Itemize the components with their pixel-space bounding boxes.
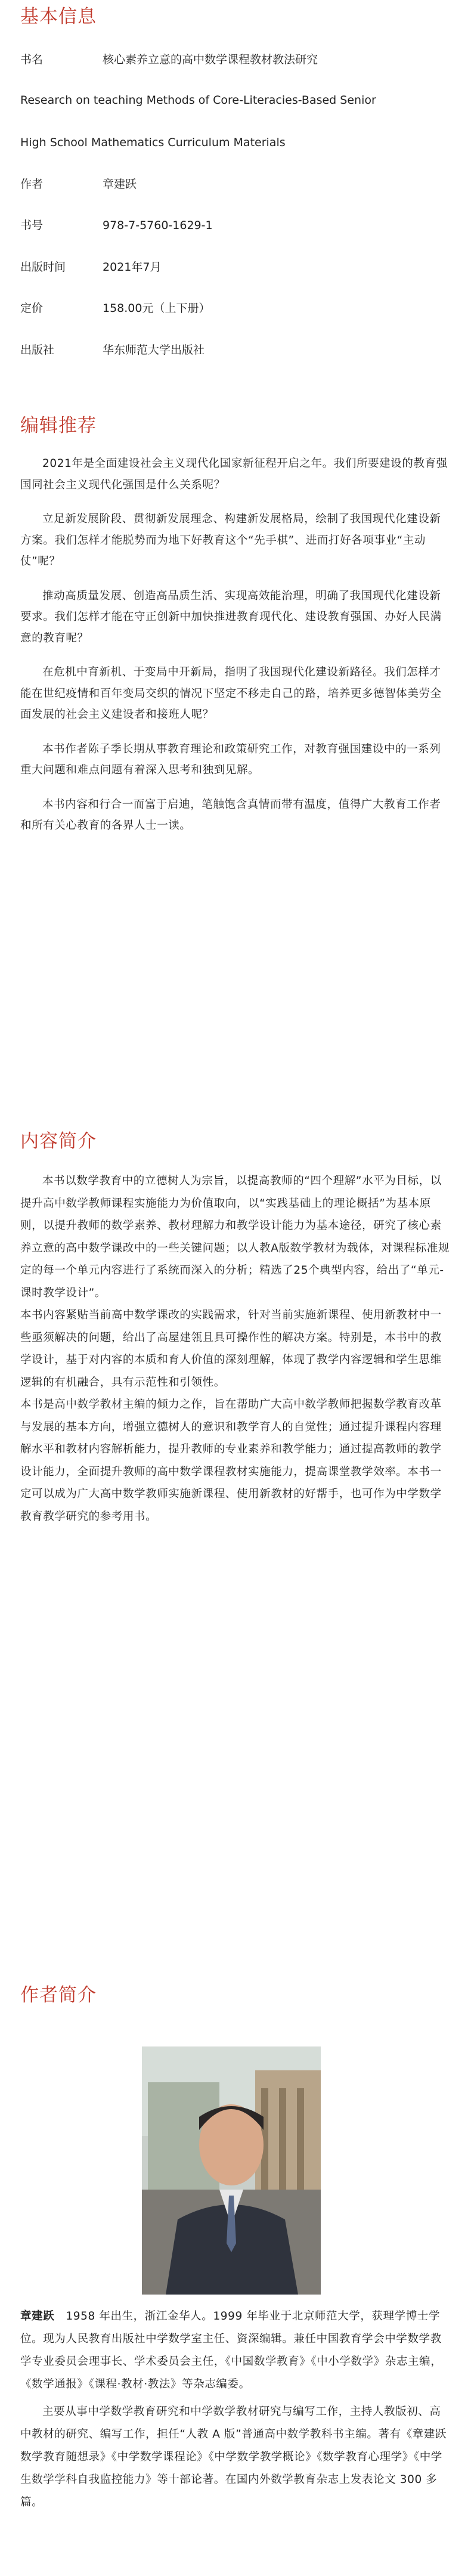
editor-recommendation-body (20, 453, 451, 837)
author-name: 章建跃 (20, 2310, 55, 2323)
info-row-isbn (20, 217, 213, 234)
english-title-line-2: High School Mathematics Curriculum Materials (20, 136, 286, 149)
info-row-price (20, 300, 210, 317)
section-title-editor-recommendation: 编辑推荐 (20, 415, 97, 436)
author-intro-body (20, 2305, 451, 2514)
paragraph: 本书内容和行合一而富于启迪，笔触饱含真情而带有温度，值得广大教育工作者和所有关心教育的各界人士一读。 (20, 798, 441, 832)
info-label: 作者 (20, 178, 44, 191)
info-label: 出版社 (20, 343, 55, 357)
section-title-content-intro: 内容简介 (20, 1131, 97, 1152)
info-row-publisher (20, 342, 204, 358)
info-row-book-title (20, 51, 318, 68)
author-photo (142, 2046, 321, 2295)
info-value: 章建跃 (103, 178, 137, 191)
info-row-author (20, 176, 137, 193)
paragraph: 2021年是全面建设社会主义现代化国家新征程开启之年。我们所要建设的教育强国同社会主义现代化强国是什么关系呢？ (20, 457, 448, 491)
paragraph: 立足新发展阶段、贯彻新发展理念、构建新发展格局，绘制了我国现代化建设新方案。我们怎样才能脱势而为地下好教育这个“先手棋”、进而打好各项事业“主动仗”呢？ (20, 513, 441, 568)
section-title-author-intro: 作者简介 (20, 1984, 97, 2006)
author-bio-first (20, 2305, 451, 2396)
section-title-basic-info: 基本信息 (20, 6, 97, 27)
paragraph: 本书是高中数学教材主编的倾力之作，旨在帮助广大高中数学教师把握数学教育改革与发展的基本方向，增强立德树人的意识和教学育人的自觉性；通过提升课程内容理解水平和教材内容解析能力，提升教师的专业素养和教学能力；通过提高教师的教学设计能力，全面提升教师的高中数学课程教材实施能力，提高课堂教学效率。本书一定可以成为广大高中数学教师实施新课程、使用新教材的好帮手，也可作为中学数学教育教学研究的参考用书。 (20, 1398, 442, 1523)
paragraph: 推动高质量发展、创造高品质生活、实现高效能治理，明确了我国现代化建设新要求。我们怎样才能在守正创新中加快推进教育现代化、建设教育强国、办好人民满意的教育呢？ (20, 589, 442, 645)
paragraph: 本书作者陈子季长期从事教育理论和政策研究工作，对教育强国建设中的一系列重大问题和难点问题有着深入思考和独到见解。 (20, 742, 441, 776)
info-value: 158.00元（上下册） (103, 302, 210, 315)
paragraph: 在危机中育新机、于变局中开新局，指明了我国现代化建设新路径。我们怎样才能在世纪疫情和百年变局交织的情况下坚定不移走自己的路，培养更多德智体美劳全面发展的社会主义建设者和接班人呢？ (20, 666, 442, 721)
info-label: 出版时间 (20, 261, 66, 274)
info-label: 定价 (20, 302, 44, 315)
english-title-line-1: Research on teaching Methods of Core-Literacies-Based Senior (20, 94, 376, 107)
info-value: 华东师范大学出版社 (103, 343, 205, 357)
paragraph: 本书内容紧贴当前高中数学课改的实践需求，针对当前实施新课程、使用新教材中一些亟须解决的问题，给出了高屋建瓴且具可操作性的解决方案。特别是，本书中的教学设计，基于对内容的本质和育人价值的深刻理解，体现了教学内容逻辑和学生思维逻辑的有机融合，具有示范性和引领性。 (20, 1309, 442, 1389)
info-value: 978-7-5760-1629-1 (103, 219, 213, 232)
info-value: 2021年7月 (103, 261, 162, 274)
info-value: 核心素养立意的高中数学课程教材教法研究 (103, 53, 318, 66)
paragraph: 本书以数学教育中的立德树人为宗旨，以提高教师的“四个理解”水平为目标，以提升高中数学教师课程实施能力为价值取向，以“实践基础上的理论概括”为基本原则，以提升教师的数学素养、教材理解力和教学设计能力为基本途径，研究了核心素养立意的高中数学课改中的一些关键问题；以人教A版数学教材为载体，对课程标准规定的每一个单元内容进行了系统而深入的分析；精选了25个典型内容，给出了“单元-课时教学设计”。 (20, 1175, 450, 1299)
content-intro-body (20, 1170, 451, 1528)
author-bio-first-text: 1958 年出生，浙江金华人。1999 年毕业于北京师范大学，获理学博士学位。现为人民教育出版社中学数学室主任、资深编辑。兼任中国教育学会中学数学教学专业委员会理事长、学术委员会主任，《中国数学教育》《中小学数学》杂志主编，《数学通报》《课程·教材·教法》等杂志编委。 (20, 2310, 442, 2391)
author-bio-second: 主要从事中学数学教育研究和中学数学教材研究与编写工作，主持人教版初、高中教材的研究、编写工作，担任“人教 A 版”普通高中数学教科书主编。著有《章建跃数学教育随想录》《中学数学课程论》《中学数学教学概论》《数学教育心理学》《中学生数学学科自我监控能力》等十部论著。在国内外数学教育杂志上发表论文 300 多篇。 (20, 2405, 447, 2509)
author-photo-illustration (142, 2046, 321, 2295)
info-label: 书名 (20, 53, 44, 66)
info-label: 书号 (20, 219, 44, 232)
info-row-publish-date (20, 259, 161, 275)
